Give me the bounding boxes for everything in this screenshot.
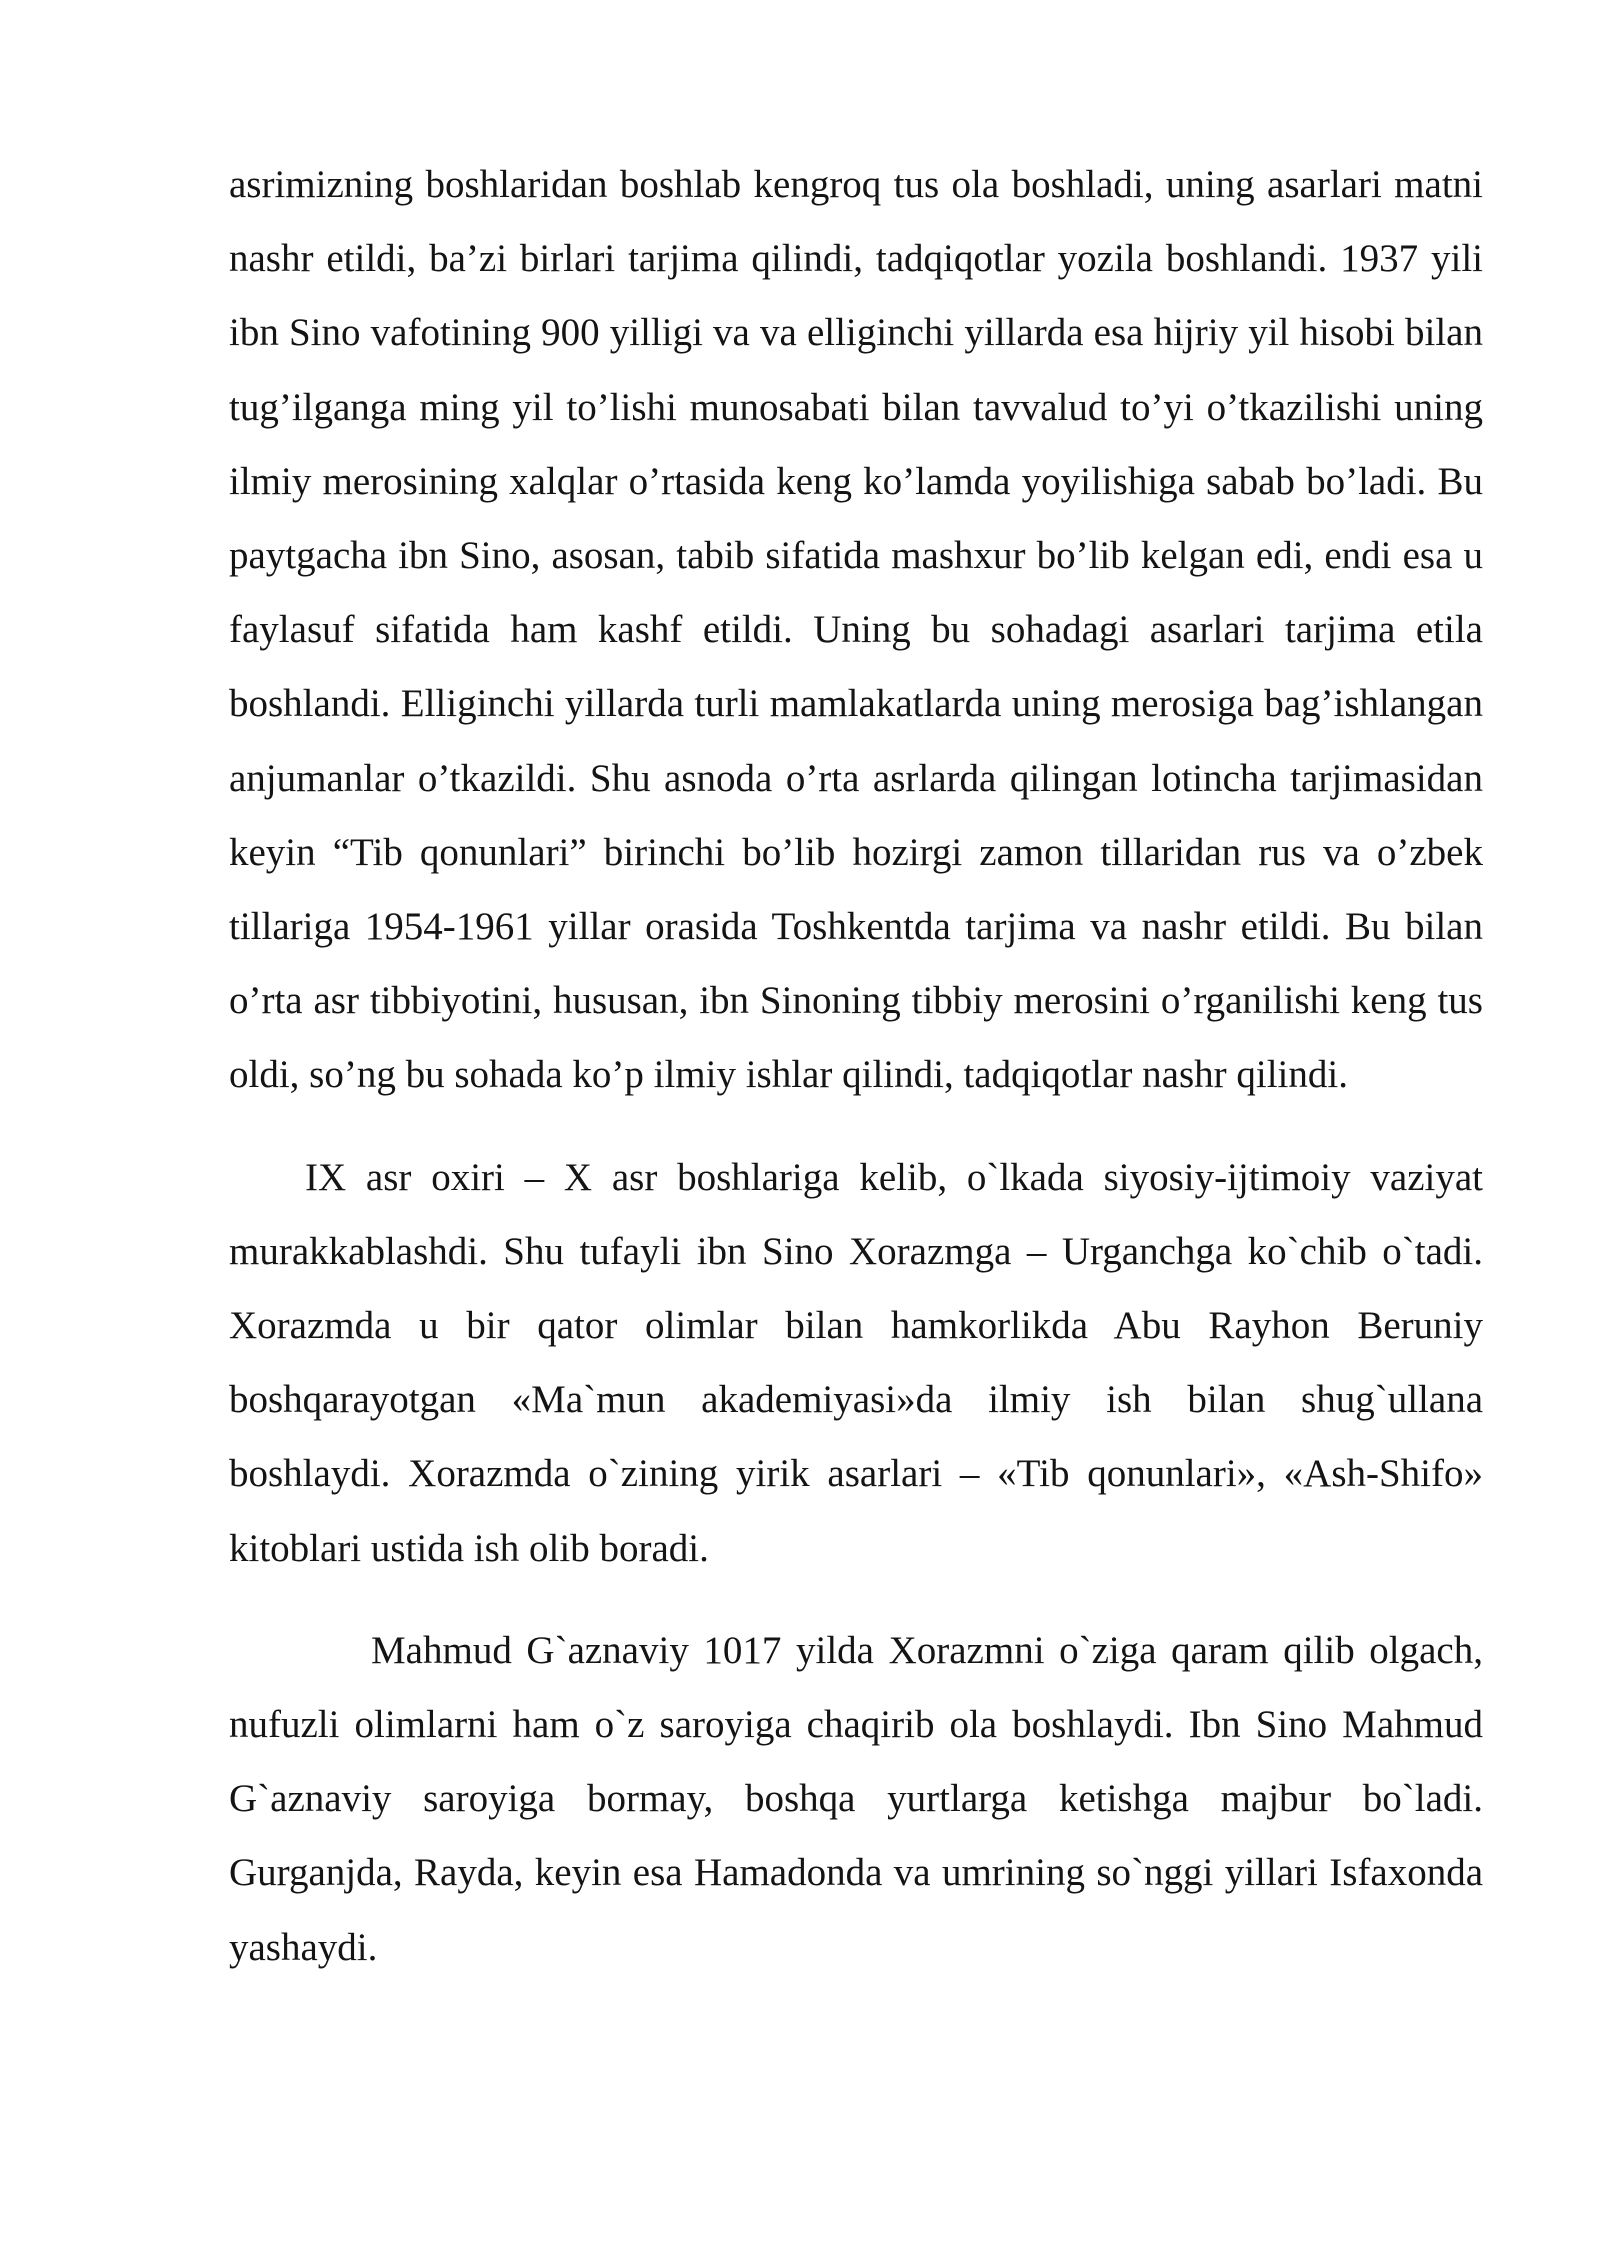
paragraph-ghaznavid-period: Mahmud G`aznaviy 1017 yilda Xorazmni o`ziga qaram qilib olgach, nufuzli olimlarni ham o`z saroyiga chaqirib ola boshlaydi. Ibn Sino Mahmud G`aznaviy saroyiga bormay, boshqa yurtlarga ketishga majbur bo`ladi. Gurganjda, Rayda, keyin esa Hamadonda va umrining so`nggi yillari Isfaxonda yashaydi.: [229, 1628, 1483, 1969]
body-text: [229, 148, 1483, 1985]
paragraph-khorezm-move: IX asr oxiri – X asr boshlariga kelib, o`lkada siyosiy-ijtimoiy vaziyat murakkablashdi. Shu tufayli ibn Sino Xorazmga – Urganchga ko`chib o`tadi. Xorazmda u bir qator olimlar bilan hamkorlikda Abu Rayhon Beruniy boshqarayotgan «Ma`mun akademiyasi»da ilmiy ish bilan shug`ullana boshlaydi. Xorazmda o`zining yirik asarlari – «Tib qonunlari», «Ash-Shifo» kitoblari ustida ish olib boradi.: [229, 1155, 1483, 1570]
paragraph-ibn-sino-legacy: asrimizning boshlaridan boshlab kengroq tus ola boshladi, uning asarlari matni nashr etildi, ba’zi birlari tarjima qilindi, tadqiqotlar yozila boshlandi. 1937 yili ibn Sino vafotining 900 yilligi va va elliginchi yillarda esa hijriy yil hisobi bilan tug’ilganga ming yil to’lishi munosabati bilan tavvalud to’yi o’tkazilishi uning ilmiy merosining xalqlar o’rtasida keng ko’lamda yoyilishiga sabab bo’ladi. Bu paytgacha ibn Sino, asosan, tabib sifatida mashxur bo’lib kelgan edi, endi esa u faylasuf sifatida ham kashf etildi. Uning bu sohadagi asarlari tarjima etila boshlandi. Elliginchi yillarda turli mamlakatlarda uning merosiga bag’ishlangan anjumanlar o’tkazildi. Shu asnoda o’rta asrlarda qilingan lotincha tarjimasidan keyin “Tib qonunlari” birinchi bo’lib hozirgi zamon tillaridan rus va o’zbek tillariga 1954-1961 yillar orasida Toshkentda tarjima va nashr etildi. Bu bilan o’rta asr tibbiyotini, hususan, ibn Sinoning tibbiy merosini o’rganilishi keng tus oldi, so’ng bu sohada ko’p ilmiy ishlar qilindi, tadqiqotlar nashr qilindi.: [229, 163, 1483, 1097]
